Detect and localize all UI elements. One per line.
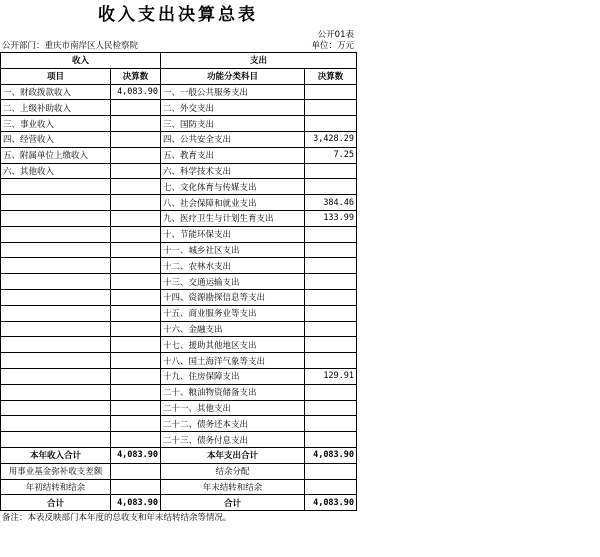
income-amount	[111, 116, 161, 132]
income-item: 二、上级补助收入	[1, 100, 111, 116]
income-amount: 4,083.90	[111, 447, 161, 463]
income-amount	[111, 416, 161, 432]
table-row	[1, 84, 357, 100]
income-amount	[111, 400, 161, 416]
income-item	[1, 416, 111, 432]
income-amount	[111, 147, 161, 163]
income-item	[1, 195, 111, 211]
income-amount	[111, 479, 161, 495]
income-item: 一、财政拨款收入	[1, 84, 111, 100]
report-title: 收入支出决算总表	[98, 5, 258, 25]
expenditure-amount: 4,083.90	[305, 495, 357, 511]
expenditure-amount: 129.91	[305, 368, 357, 384]
income-item	[1, 432, 111, 448]
income-amount	[111, 131, 161, 147]
expenditure-amount	[305, 274, 357, 290]
income-amount	[111, 337, 161, 353]
table-row	[1, 353, 357, 369]
expenditure-amount	[305, 179, 357, 195]
income-item	[1, 321, 111, 337]
expenditure-amount	[305, 479, 357, 495]
income-amount-header: 决算数	[111, 68, 161, 84]
expenditure-section-header: 支出	[161, 53, 357, 69]
expenditure-item: 十八、国土海洋气象等支出	[161, 353, 305, 369]
income-amount	[111, 242, 161, 258]
income-amount	[111, 226, 161, 242]
income-amount	[111, 321, 161, 337]
form-number-row	[0, 30, 356, 41]
expenditure-amount: 3,428.29	[305, 131, 357, 147]
expenditure-item: 十二、农林水支出	[161, 258, 305, 274]
expenditure-amount	[305, 384, 357, 400]
table-row	[1, 432, 357, 448]
income-item	[1, 337, 111, 353]
table-row	[1, 289, 357, 305]
expenditure-amount	[305, 305, 357, 321]
expenditure-amount	[305, 416, 357, 432]
accounts-table	[0, 52, 357, 511]
expenditure-amount	[305, 258, 357, 274]
balance-row	[1, 463, 357, 479]
table-row	[1, 400, 357, 416]
table-row	[1, 321, 357, 337]
footnote: 备注：本表反映部门本年度的总收支和年末结转结余等情况。	[2, 513, 232, 524]
income-item	[1, 368, 111, 384]
expenditure-amount: 7.25	[305, 147, 357, 163]
table-row	[1, 147, 357, 163]
income-item	[1, 289, 111, 305]
income-item	[1, 384, 111, 400]
income-item	[1, 242, 111, 258]
table-row	[1, 368, 357, 384]
table-row	[1, 100, 357, 116]
expenditure-item: 一、一般公共服务支出	[161, 84, 305, 100]
expenditure-amount	[305, 84, 357, 100]
expenditure-item: 十四、资源勘探信息等支出	[161, 289, 305, 305]
expenditure-amount	[305, 116, 357, 132]
income-amount	[111, 432, 161, 448]
expenditure-amount	[305, 163, 357, 179]
expenditure-item: 六、科学技术支出	[161, 163, 305, 179]
expenditure-amount: 384.46	[305, 195, 357, 211]
income-amount	[111, 274, 161, 290]
expenditure-amount	[305, 321, 357, 337]
income-item: 六、其他收入	[1, 163, 111, 179]
expenditure-amount	[305, 289, 357, 305]
income-item: 三、事业收入	[1, 116, 111, 132]
income-item	[1, 179, 111, 195]
income-amount	[111, 289, 161, 305]
unit-row	[0, 41, 356, 52]
expenditure-item: 本年支出合计	[161, 447, 305, 463]
year-total-row	[1, 447, 357, 463]
expenditure-item: 二十二、债务还本支出	[161, 416, 305, 432]
department-label: 公开部门：重庆市南岸区人民检察院	[2, 41, 139, 51]
table-row	[1, 337, 357, 353]
expenditure-item: 三、国防支出	[161, 116, 305, 132]
grand-total-row	[1, 495, 357, 511]
income-item: 合计	[1, 495, 111, 511]
expenditure-item: 九、医疗卫生与计划生育支出	[161, 210, 305, 226]
income-amount	[111, 353, 161, 369]
expenditure-amount	[305, 100, 357, 116]
table-row	[1, 242, 357, 258]
currency-unit: 单位：万元	[311, 41, 354, 51]
expenditure-amount-header: 决算数	[305, 68, 357, 84]
expenditure-item: 四、公共安全支出	[161, 131, 305, 147]
expenditure-item: 二十、粮油物资储备支出	[161, 384, 305, 400]
income-item: 四、经营收入	[1, 131, 111, 147]
expenditure-amount: 4,083.90	[305, 447, 357, 463]
expenditure-item: 十一、城乡社区支出	[161, 242, 305, 258]
expenditure-amount	[305, 242, 357, 258]
income-amount	[111, 179, 161, 195]
income-amount	[111, 163, 161, 179]
column-header-row	[1, 68, 357, 84]
expenditure-item-header: 功能分类科目	[161, 68, 305, 84]
income-item: 用事业基金弥补收支差额	[1, 463, 111, 479]
expenditure-item: 十七、援助其他地区支出	[161, 337, 305, 353]
expenditure-item: 结余分配	[161, 463, 305, 479]
income-item: 本年收入合计	[1, 447, 111, 463]
expenditure-item: 二十三、债务付息支出	[161, 432, 305, 448]
expenditure-amount	[305, 400, 357, 416]
income-amount	[111, 384, 161, 400]
expenditure-item: 二、外交支出	[161, 100, 305, 116]
form-number: 公开01表	[317, 30, 354, 40]
expenditure-amount	[305, 337, 357, 353]
income-item	[1, 258, 111, 274]
expenditure-item: 二十一、其他支出	[161, 400, 305, 416]
income-amount	[111, 195, 161, 211]
table-row	[1, 163, 357, 179]
table-row	[1, 210, 357, 226]
expenditure-item: 十三、交通运输支出	[161, 274, 305, 290]
expenditure-amount	[305, 432, 357, 448]
section-header-row	[1, 53, 357, 69]
table-row	[1, 416, 357, 432]
table-row	[1, 305, 357, 321]
table-row	[1, 131, 357, 147]
income-amount	[111, 258, 161, 274]
expenditure-item: 七、文化体育与传媒支出	[161, 179, 305, 195]
income-item: 五、附属单位上缴收入	[1, 147, 111, 163]
income-amount: 4,083.90	[111, 495, 161, 511]
expenditure-amount	[305, 353, 357, 369]
expenditure-item: 合计	[161, 495, 305, 511]
accounts-table-body	[1, 53, 357, 511]
income-item	[1, 305, 111, 321]
balance-row	[1, 479, 357, 495]
income-item	[1, 353, 111, 369]
table-row	[1, 195, 357, 211]
table-row	[1, 274, 357, 290]
income-item-header: 项目	[1, 68, 111, 84]
expenditure-item: 十五、商业服务业等支出	[161, 305, 305, 321]
income-amount	[111, 305, 161, 321]
expenditure-item: 八、社会保障和就业支出	[161, 195, 305, 211]
expenditure-amount: 133.99	[305, 210, 357, 226]
income-amount	[111, 368, 161, 384]
income-amount	[111, 463, 161, 479]
income-amount: 4,083.90	[111, 84, 161, 100]
income-item	[1, 400, 111, 416]
expenditure-item: 五、教育支出	[161, 147, 305, 163]
expenditure-amount	[305, 226, 357, 242]
income-section-header: 收入	[1, 53, 161, 69]
income-amount	[111, 210, 161, 226]
income-amount	[111, 100, 161, 116]
income-item	[1, 274, 111, 290]
expenditure-item: 十、节能环保支出	[161, 226, 305, 242]
income-item: 年初结转和结余	[1, 479, 111, 495]
income-item	[1, 210, 111, 226]
expenditure-item: 十九、住房保障支出	[161, 368, 305, 384]
income-item	[1, 226, 111, 242]
table-row	[1, 226, 357, 242]
table-row	[1, 116, 357, 132]
table-row	[1, 384, 357, 400]
expenditure-amount	[305, 463, 357, 479]
expenditure-item: 十六、金融支出	[161, 321, 305, 337]
table-row	[1, 258, 357, 274]
table-row	[1, 179, 357, 195]
expenditure-item: 年末结转和结余	[161, 479, 305, 495]
